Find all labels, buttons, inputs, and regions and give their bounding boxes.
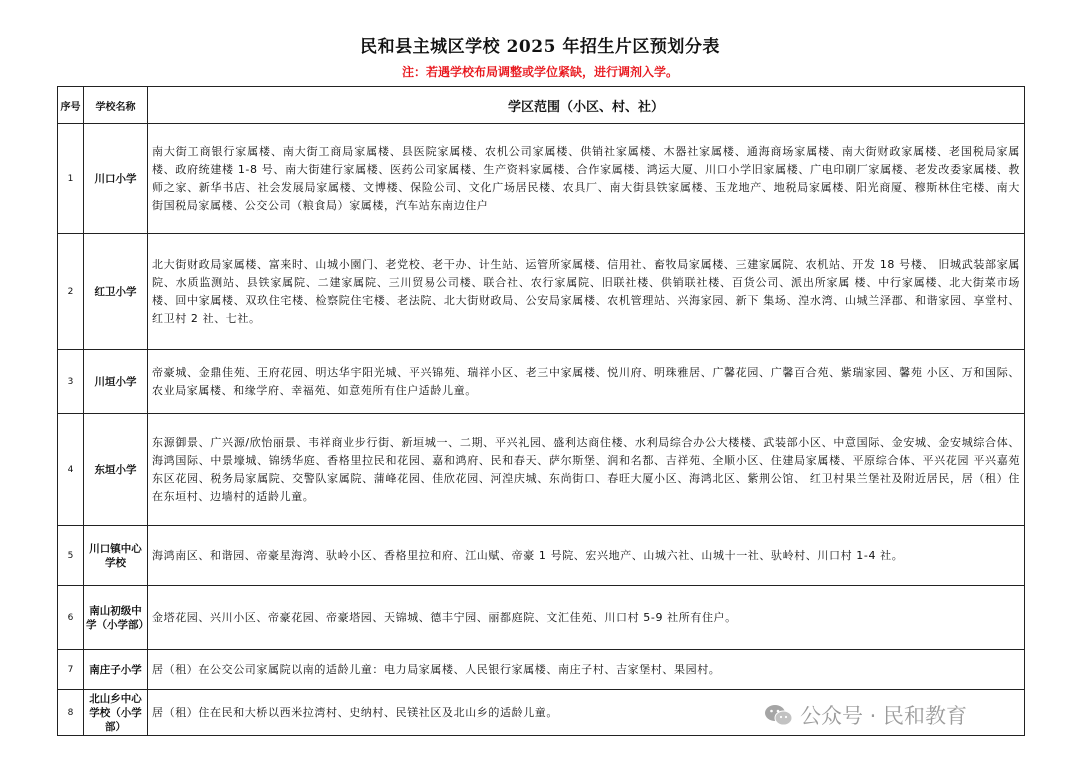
watermark-text: 公众号 · 民和教育 [800, 704, 968, 728]
table-row [58, 414, 1025, 526]
zoning-table [57, 86, 1025, 736]
row-area: 海鸿南区、和谐园、帝豪星海湾、驮岭小区、香格里拉和府、江山赋、帝豪 1 号院、宏兴地产、山城六社、山城十一社、驮岭村、川口村 1-4 社。 [148, 526, 1025, 586]
row-area: 居（租）在公交公司家属院以南的适龄儿童：电力局家属楼、人民银行家属楼、南庄子村、吉家堡村、果园村。 [148, 650, 1025, 690]
row-school: 红卫小学 [84, 234, 148, 350]
header-range: 学区范围（小区、村、社） [148, 87, 1025, 124]
row-school: 东垣小学 [84, 414, 148, 526]
wechat-icon [764, 703, 794, 727]
row-school: 南山初级中学（小学部） [84, 586, 148, 650]
table-row [58, 124, 1025, 234]
page-title: 民和县主城区学校 2025 年招生片区预划分表 [360, 37, 720, 57]
row-index: 7 [58, 650, 84, 690]
row-area: 北大街财政局家属楼、富来时、山城小園门、老党校、老干办、计生站、运管所家属楼、信用社、畜牧局家属楼、三建家属院、农机站、开发 18 号楼、 旧城武装部家属院、水质监测站、县铁家属院、二建家属院、三川贸易公司楼、联合社、农行家属院、旧联社楼、供销联社楼、百货公司、派出所家属 楼、中行家属楼、北大街菜市场楼、回中家属楼、双玖住宅楼、检察院住宅楼、老法院、北大街财政局、公安局家属楼、农机管理站、兴海家园、新下 集场、湟水湾、山城兰泽郡、和谐家园、享堂村、红卫村 2 社、七社。 [148, 234, 1025, 350]
row-area: 东源御景、广兴源/欣怡丽景、韦祥商业步行街、新垣城一、二期、平兴礼园、盛利达商住楼、水利局综合办公大楼楼、武装部小区、中意国际、金安城、金安城综合体、海鸿国际、中景壕城、锦绣华庭、香格里拉民和花园、嘉和鸿府、民和春天、萨尔斯堡、润和名都、吉祥苑、全顺小区、住建局家属楼、平原综合体、平兴花园 平兴嘉苑东区花园、税务局家属院、交警队家属院、蒲峰花园、佳欣花园、河湟庆城、东尚街口、春旺大厦小区、海鸿北区、紫荆公馆、 红卫村果兰堡社及附近居民，居（租）住在东垣村、边墙村的适龄儿童。 [148, 414, 1025, 526]
row-area: 南大街工商银行家属楼、南大街工商局家属楼、县医院家属楼、农机公司家属楼、供销社家属楼、木器社家属楼、通海商场家属楼、南大街财政家属楼、老国税局家属楼、政府统建楼 1-8 号、南大街建行家属楼、医药公司家属楼、生产资料家属楼、合作家属楼、鸿运大厦、川口小学旧家属楼、广电印刷厂家属楼、老发改委家属楼、教师之家、新华书店、社会发展局家属楼、文博楼、保险公司、文化广场居民楼、农具厂、南大街县铁家属楼、玉龙地产、地税局家属楼、阳光商厦、穆斯林住宅楼、南大街国税局家属楼、公交公司（粮食局）家属楼，汽车站东南边住户 [148, 124, 1025, 234]
table-row [58, 350, 1025, 414]
row-school: 南庄子小学 [84, 650, 148, 690]
row-school: 川垣小学 [84, 350, 148, 414]
row-index: 1 [58, 124, 84, 234]
table-row [58, 650, 1025, 690]
table-row [58, 234, 1025, 350]
row-index: 5 [58, 526, 84, 586]
row-index: 6 [58, 586, 84, 650]
row-area: 居（租）住在民和大桥以西米拉湾村、史纳村、民镁社区及北山乡的适龄儿童。 [148, 690, 1025, 736]
row-index: 2 [58, 234, 84, 350]
row-area: 帝豪城、金鼎佳苑、王府花园、明达华宇阳光城、平兴锦苑、瑞祥小区、老三中家属楼、悦川府、明珠雅居、广馨花园、广馨百合苑、紫瑞家园、馨苑 小区、万和国际、农业局家属楼、和缘学府、幸福苑、如意苑所有住户适龄儿童。 [148, 350, 1025, 414]
table-row [58, 526, 1025, 586]
header-school: 学校名称 [84, 87, 148, 124]
row-school: 川口小学 [84, 124, 148, 234]
row-area: 金塔花园、兴川小区、帝豪花园、帝豪塔园、天锦城、德丰宁园、丽都庭院、文汇佳苑、川口村 5-9 社所有住户。 [148, 586, 1025, 650]
row-school: 北山乡中心学校（小学部） [84, 690, 148, 736]
row-school: 川口镇中心学校 [84, 526, 148, 586]
row-index: 4 [58, 414, 84, 526]
header-index: 序号 [58, 87, 84, 124]
watermark [764, 700, 967, 730]
row-index: 8 [58, 690, 84, 736]
row-index: 3 [58, 350, 84, 414]
table-header-row [58, 87, 1025, 124]
red-note: 注：若遇学校布局调整或学位紧缺，进行调剂入学。 [401, 65, 678, 79]
table-row [58, 586, 1025, 650]
